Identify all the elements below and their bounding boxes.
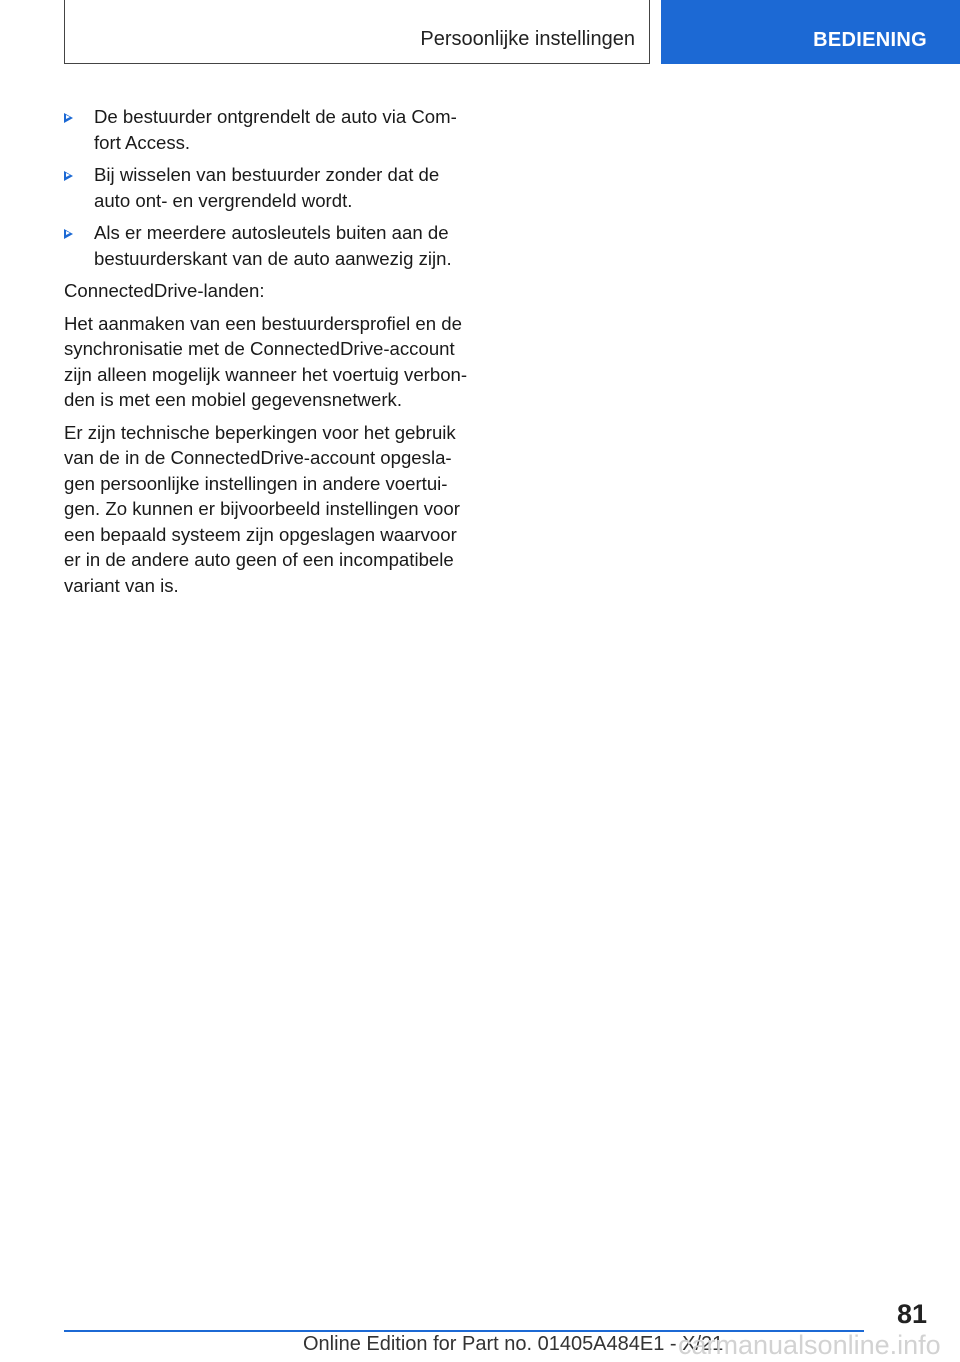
header-title: Persoonlijke instellingen bbox=[420, 28, 635, 50]
list-item-line: Bij wisselen van bestuurder zonder dat de bbox=[94, 164, 440, 185]
paragraph bbox=[64, 311, 478, 413]
header-title-box bbox=[64, 0, 650, 64]
paragraph-line: synchronisatie met de ConnectedDrive-account bbox=[64, 338, 455, 359]
page-number: 81 bbox=[896, 1299, 927, 1329]
paragraph-line: er in de andere auto geen of een incompatibele bbox=[64, 549, 454, 570]
list-item bbox=[64, 104, 478, 155]
paragraph-line: Het aanmaken van een bestuurdersprofiel en de bbox=[64, 312, 462, 334]
paragraph-line: den is met een mobiel gegevensnetwerk. bbox=[64, 389, 402, 410]
paragraph-line: ConnectedDrive-landen: bbox=[64, 280, 265, 301]
watermark: carmanualsonline.info bbox=[678, 1330, 941, 1360]
list-item-line: De bestuurder ontgrendelt de auto via Com- bbox=[94, 106, 457, 127]
paragraph-line: een bepaald systeem zijn opgeslagen waarvoor bbox=[64, 523, 457, 545]
list-item-line: Als er meerdere autosleutels buiten aan de bbox=[94, 222, 449, 243]
paragraph-line: van de in de ConnectedDrive-account opgesla- bbox=[64, 447, 452, 468]
paragraph-line: Er zijn technische beperkingen voor het gebruik bbox=[64, 421, 456, 443]
list-item bbox=[64, 220, 478, 271]
section-label: BEDIENING bbox=[813, 29, 927, 51]
footer-edition-text: Online Edition for Part no. 01405A484E1 - X/21 bbox=[303, 1333, 724, 1355]
paragraph-line: zijn alleen mogelijk wanneer het voertuig verbon- bbox=[64, 363, 468, 385]
list-item-line: fort Access. bbox=[94, 131, 191, 153]
list-item-line: auto ont- en vergrendeld wordt. bbox=[94, 189, 353, 211]
paragraph-line: gen. Zo kunnen er bijvoorbeeld instellingen voor bbox=[64, 498, 460, 519]
page-content bbox=[64, 104, 478, 605]
paragraph bbox=[64, 420, 478, 599]
triangle-bullet-icon bbox=[64, 229, 73, 239]
paragraph-heading bbox=[64, 278, 478, 304]
triangle-bullet-icon bbox=[64, 171, 73, 181]
list-item bbox=[64, 162, 478, 213]
triangle-bullet-icon bbox=[64, 113, 73, 123]
paragraph-line: gen persoonlijke instellingen in andere voertui- bbox=[64, 472, 448, 494]
section-tab bbox=[661, 0, 960, 64]
paragraph-line: variant van is. bbox=[64, 574, 179, 596]
list-item-line: bestuurderskant van de auto aanwezig zijn. bbox=[94, 247, 452, 269]
